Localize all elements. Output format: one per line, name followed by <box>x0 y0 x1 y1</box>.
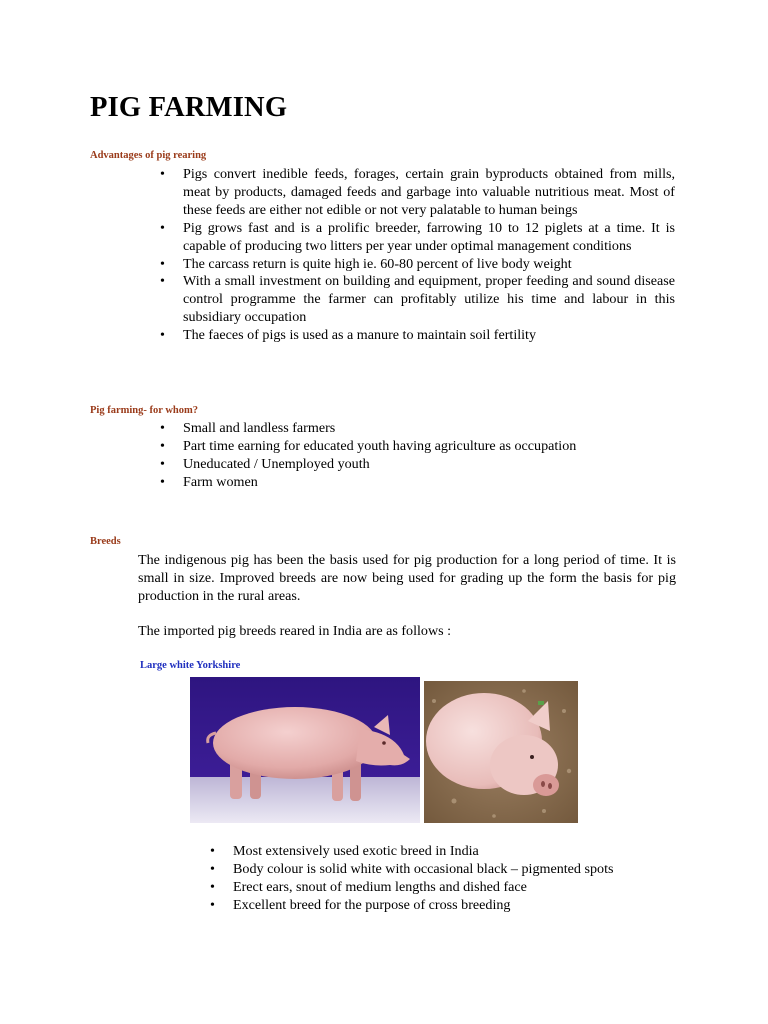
for-whom-list <box>158 420 675 492</box>
advantages-heading: Advantages of pig rearing <box>90 150 207 161</box>
page-title: PIG FARMING <box>90 92 288 123</box>
advantages-list <box>158 166 675 345</box>
list-item: • The carcass return is quite high ie. 60-80 percent of live body weight <box>158 256 675 274</box>
list-item: • The faeces of pigs is used as a manure to maintain soil fertility <box>158 327 675 345</box>
list-item: • Erect ears, snout of medium lengths and dished face <box>208 879 678 897</box>
yorkshire-closeup-photo <box>424 681 578 823</box>
yorkshire-heading: Large white Yorkshire <box>140 660 241 671</box>
for-whom-heading: Pig farming- for whom? <box>90 405 198 416</box>
list-item: • With a small investment on building and equipment, proper feeding and sound disease control programme the farmer can profitably utilize his time and labour in this subsidiary occupation <box>158 273 675 327</box>
list-item: • Body colour is solid white with occasional black – pigmented spots <box>208 861 678 879</box>
list-item: • Most extensively used exotic breed in India <box>208 843 678 861</box>
list-item: • Farm women <box>158 474 675 492</box>
breeds-heading: Breeds <box>90 536 121 547</box>
yorkshire-side-photo <box>190 677 420 823</box>
list-item: • Part time earning for educated youth having agriculture as occupation <box>158 438 675 456</box>
breeds-paragraph: The indigenous pig has been the basis used for pig production for a long period of time. It is small in size. Improved breeds are now being used for grading up the form the basis for pig production in the rural areas. <box>138 552 676 604</box>
list-item: • Small and landless farmers <box>158 420 675 438</box>
list-item: • Excellent breed for the purpose of cross breeding <box>208 897 678 915</box>
yorkshire-list <box>208 843 678 915</box>
list-item: • Uneducated / Unemployed youth <box>158 456 675 474</box>
list-item: • Pigs convert inedible feeds, forages, certain grain byproducts obtained from mills, meat by products, damaged feeds and garbage into valuable nutritious meat. Most of these feeds are either not edible or not very palatable to human beings <box>158 166 675 220</box>
imported-breeds-intro: The imported pig breeds reared in India are as follows : <box>138 623 452 639</box>
list-item: • Pig grows fast and is a prolific breeder, farrowing 10 to 12 piglets at a time. It is capable of producing two litters per year under optimal management conditions <box>158 220 675 256</box>
